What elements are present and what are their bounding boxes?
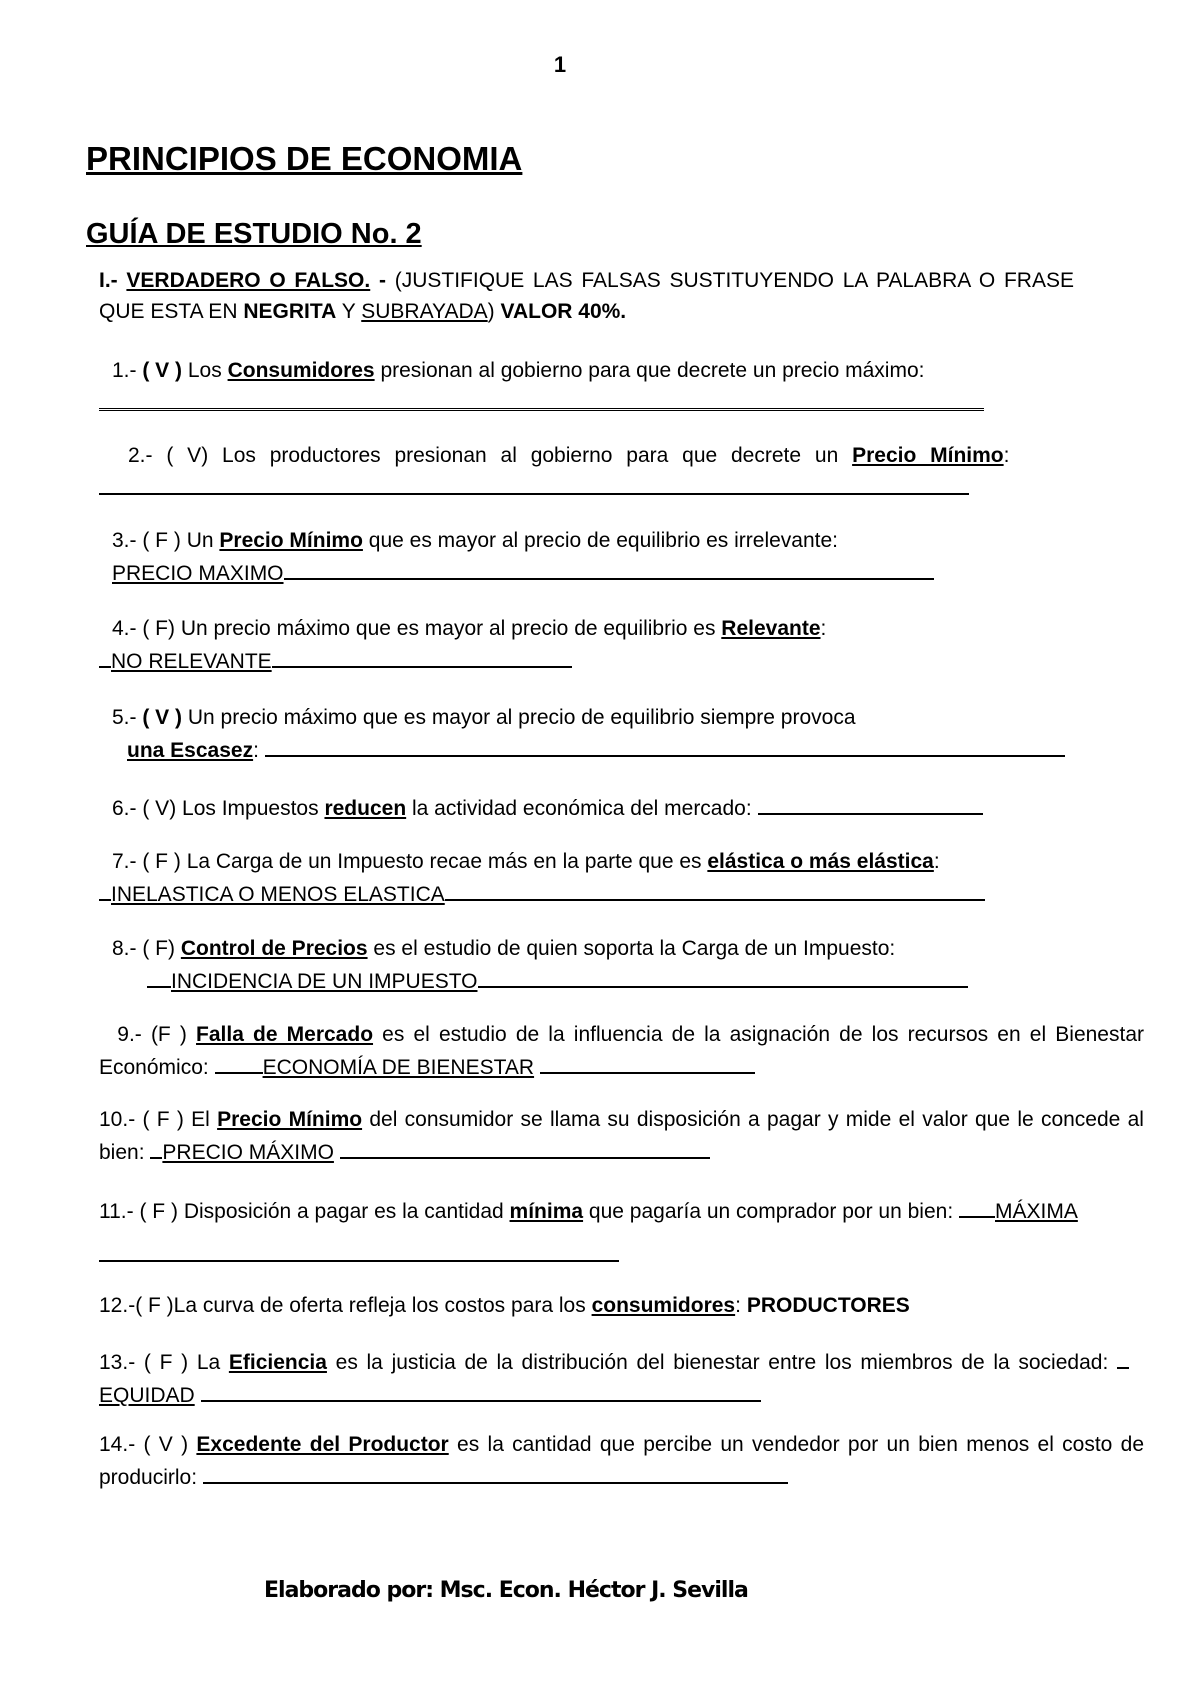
question-number: 1.- (112, 359, 137, 382)
question-key-term: Control de Precios (180, 937, 368, 960)
answer-blank[interactable] (265, 733, 1065, 757)
question-number: 4.- (112, 617, 137, 640)
answer-blank[interactable] (99, 471, 969, 495)
question-number: 14.- (99, 1433, 136, 1456)
question-mark: ( V ) (142, 706, 183, 729)
answer-text: EQUIDAD (99, 1384, 195, 1407)
answer-text: PRODUCTORES (746, 1294, 910, 1317)
question-number: 10.- (99, 1108, 136, 1131)
question-mark: ( F ) (143, 1351, 189, 1374)
answer-blank-lead[interactable] (215, 1050, 263, 1074)
study-guide-subtitle: GUÍA DE ESTUDIO No. 2 (86, 218, 422, 250)
answer-blank[interactable] (99, 1238, 619, 1262)
question-post: : (735, 1294, 741, 1317)
answer-blank-lead[interactable] (1117, 1345, 1129, 1369)
answer-blank[interactable] (340, 1135, 710, 1159)
instructions-valor: VALOR 40%. (500, 300, 627, 323)
instructions-paren: ) (487, 300, 495, 323)
question-6 (112, 791, 1157, 824)
question-key-term: Consumidores (227, 359, 375, 382)
question-post: es la justicia de la distribución del bienestar entre los miembros de la sociedad: (335, 1351, 1109, 1374)
question-8 (112, 933, 1157, 997)
answer-blank[interactable] (99, 386, 984, 411)
question-4 (112, 613, 1157, 677)
page-number: 1 (553, 52, 567, 77)
question-pre: La Carga de un Impuesto recae más en la parte que es (186, 850, 702, 873)
instructions-negrita: NEGRITA (243, 300, 337, 323)
question-number: 6.- (112, 797, 137, 820)
question-key-term: una Escasez (127, 739, 254, 762)
answer-blank[interactable] (284, 556, 934, 580)
answer-blank[interactable] (445, 877, 985, 901)
answer-text: PRECIO MÁXIMO (162, 1141, 334, 1164)
question-mark: (F ) (150, 1023, 187, 1046)
question-13 (99, 1345, 1129, 1411)
question-post: que pagaría un comprador por un bien: (588, 1200, 954, 1223)
answer-blank-lead[interactable] (150, 1135, 162, 1159)
question-key-term: mínima (509, 1200, 584, 1223)
question-key-term: Falla de Mercado (196, 1023, 374, 1046)
question-pre: Los productores presionan al gobierno para que decrete un (222, 444, 839, 467)
question-pre: La (196, 1351, 221, 1374)
answer-blank-lead[interactable] (99, 877, 111, 901)
answer-blank-lead[interactable] (959, 1194, 995, 1218)
question-number: 2.- (128, 444, 153, 467)
question-pre: Un precio máximo que es mayor al precio de equilibrio siempre provoca (187, 706, 856, 729)
question-pre: Los Impuestos (182, 797, 319, 820)
question-key-term: elástica o más elástica (707, 850, 934, 873)
answer-blank-lead[interactable] (99, 644, 111, 668)
question-mark: ( F ) (135, 1294, 174, 1317)
question-post: que es mayor al precio de equilibrio es irrelevante: (368, 529, 839, 552)
instructions-y: Y (341, 300, 356, 323)
question-pre: Un precio máximo que es mayor al precio de equilibrio es (180, 617, 716, 640)
question-9 (99, 1020, 1144, 1083)
question-post: del consumidor se llama su disposición a pagar y mide el valor que le concede al bien: (99, 1108, 1144, 1164)
question-mark: ( F) (142, 937, 176, 960)
section-instructions (99, 265, 1074, 327)
question-key-term: Relevante (721, 617, 821, 640)
answer-text: NO RELEVANTE (111, 650, 272, 673)
question-mark: ( F ) (139, 1200, 178, 1223)
question-11 (99, 1190, 1119, 1278)
question-key-term: Precio Mínimo (852, 444, 1004, 467)
question-key-term: Excedente del Productor (196, 1433, 449, 1456)
document-title: PRINCIPIOS DE ECONOMIA (86, 140, 523, 177)
question-pre: Disposición a pagar es la cantidad (183, 1200, 504, 1223)
question-key-term: consumidores (591, 1294, 736, 1317)
question-pre: La curva de oferta refleja los costos para los (173, 1294, 586, 1317)
question-post: : (933, 850, 940, 873)
answer-blank-lead[interactable] (147, 964, 171, 988)
question-mark: ( F ) (142, 1108, 184, 1131)
question-mark: ( F) (142, 617, 176, 640)
question-key-term: Precio Mínimo (217, 1108, 363, 1131)
answer-text: ECONOMÍA DE BIENESTAR (262, 1056, 535, 1079)
answer-blank[interactable] (201, 1378, 761, 1402)
question-number: 13.- (99, 1351, 136, 1374)
question-5 (112, 702, 1157, 766)
question-14 (99, 1430, 1144, 1493)
answer-blank[interactable] (478, 964, 968, 988)
answer-blank[interactable] (203, 1460, 788, 1484)
question-mark: ( V ) (143, 1433, 189, 1456)
instructions-subrayada: SUBRAYADA (361, 300, 488, 323)
question-number: 8.- (112, 937, 137, 960)
question-mark: ( V) (166, 444, 209, 467)
answer-text: PRECIO MAXIMO (112, 562, 284, 585)
question-7 (112, 846, 1157, 910)
question-pre: Un (186, 529, 214, 552)
question-key-term: Eficiencia (228, 1351, 327, 1374)
question-key-term: Precio Mínimo (219, 529, 363, 552)
question-number: 9.- (117, 1023, 142, 1046)
question-number: 11.- (99, 1200, 134, 1223)
question-key-term: reducen (324, 797, 407, 820)
question-post: : (1003, 444, 1010, 467)
question-post: es el estudio de quien soporta la Carga de un Impuesto: (373, 937, 896, 960)
question-mark: ( F ) (142, 850, 181, 873)
question-2 (128, 440, 1148, 504)
answer-blank[interactable] (540, 1050, 755, 1074)
question-pre: El (191, 1108, 210, 1131)
answer-blank[interactable] (272, 644, 572, 668)
question-12 (99, 1290, 1144, 1321)
question-post: la actividad económica del mercado: (412, 797, 752, 820)
question-number: 12.- (99, 1294, 136, 1317)
answer-text: MÁXIMA (995, 1200, 1078, 1223)
question-1 (112, 355, 1157, 420)
question-post: presionan al gobierno para que decrete un precio máximo: (380, 359, 925, 382)
question-pre: Los (187, 359, 222, 382)
answer-text: INELASTICA O MENOS ELASTICA (111, 883, 445, 906)
question-mark: ( V) (142, 797, 177, 820)
section-numeral: I.- (99, 269, 118, 292)
question-mark: ( V ) (142, 359, 183, 382)
question-post: : (820, 617, 827, 640)
answer-blank[interactable] (758, 791, 983, 815)
question-post: es la cantidad que percibe un vendedor por un bien menos el costo de producirlo: (99, 1433, 1145, 1489)
question-10 (99, 1105, 1144, 1168)
author-footer: Elaborado por: Msc. Econ. Héctor J. Sevilla (264, 1578, 748, 1603)
question-post: : (253, 739, 259, 762)
question-number: 5.- (112, 706, 137, 729)
question-number: 3.- (112, 529, 137, 552)
section-dash: - (378, 269, 386, 292)
section-heading: VERDADERO O FALSO. (126, 269, 371, 292)
question-number: 7.- (112, 850, 137, 873)
question-post: es el estudio de la influencia de la asignación de los recursos en el Bienestar Económico: (99, 1023, 1144, 1079)
question-3 (112, 525, 1157, 589)
question-mark: ( F ) (142, 529, 181, 552)
instructions-text: (JUSTIFIQUE LAS FALSAS SUSTITUYENDO LA PALABRA O FRASE QUE ESTA EN (99, 269, 1074, 323)
answer-text: INCIDENCIA DE UN IMPUESTO (171, 970, 478, 993)
